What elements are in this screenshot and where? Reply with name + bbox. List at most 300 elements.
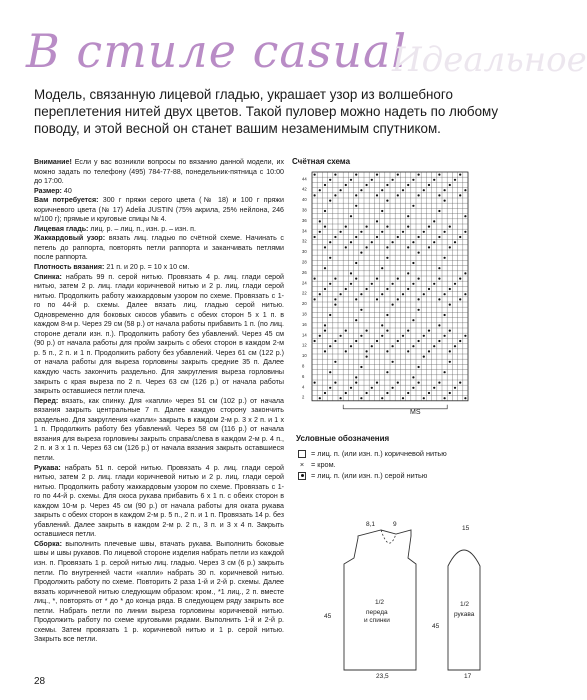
row-number: 32 [302, 238, 307, 244]
chart-dot [412, 387, 414, 389]
chart-dot [350, 387, 352, 389]
row-number: 12 [302, 342, 307, 348]
chart-dot [319, 397, 321, 399]
row-number: 2 [302, 394, 305, 400]
legend-text: = кром. [311, 460, 336, 469]
chart-dot [355, 376, 357, 378]
chart-dot [350, 272, 352, 274]
row-number: 10 [302, 353, 307, 359]
chart-dot [329, 283, 331, 285]
chart-dot [329, 387, 331, 389]
chart-dot [412, 241, 414, 243]
garment-schematic [324, 518, 536, 683]
chart-dot [464, 189, 466, 191]
chart-dot [386, 200, 388, 202]
instruction-paragraph [34, 464, 284, 540]
chart-dot [423, 189, 425, 191]
chart-dot [428, 330, 430, 332]
chart-dot [345, 392, 347, 394]
chart-dot [334, 382, 336, 384]
instruction-paragraph [34, 158, 284, 187]
chart-dot [319, 335, 321, 337]
chart-dot [386, 314, 388, 316]
row-number: 28 [302, 259, 307, 265]
chart-dot [376, 236, 378, 238]
chart-dot [444, 189, 446, 191]
chart-dot [366, 350, 368, 352]
chart-dot [407, 288, 409, 290]
chart-dot [464, 231, 466, 233]
chart-dot [412, 205, 414, 207]
chart-dot [392, 387, 394, 389]
chart-dot [418, 309, 420, 311]
chart-dot [438, 298, 440, 300]
chart-dot [433, 345, 435, 347]
chart-dot [438, 210, 440, 212]
row-number: 24 [302, 280, 307, 286]
dim-6: 17 [464, 673, 472, 680]
chart-dot [407, 226, 409, 228]
chart-dot [360, 366, 362, 368]
chart-dot [360, 335, 362, 337]
chart-dot [355, 174, 357, 176]
row-number: 40 [302, 197, 307, 203]
chart-dot [444, 257, 446, 259]
chart-dot [397, 236, 399, 238]
chart-dot [376, 174, 378, 176]
chart-dot [392, 179, 394, 181]
chart-dot [433, 241, 435, 243]
chart-dot [324, 210, 326, 212]
chart-dot [324, 246, 326, 248]
row-number: 22 [302, 290, 307, 296]
chart-dot [418, 278, 420, 280]
instruction-paragraph [34, 234, 284, 263]
chart-dot [444, 397, 446, 399]
chart-dot [334, 304, 336, 306]
chart-dot [386, 257, 388, 259]
instruction-heading: Внимание! [34, 158, 72, 166]
chart-dot [412, 376, 414, 378]
chart-dot [386, 246, 388, 248]
legend-item [298, 448, 447, 459]
chart-dot [459, 194, 461, 196]
row-number: 18 [302, 311, 307, 317]
chart-dot [397, 174, 399, 176]
chart-dot [350, 345, 352, 347]
instruction-text: 40 [61, 186, 72, 195]
chart-dot [340, 397, 342, 399]
chart-dot [319, 220, 321, 222]
sleeve-piece [448, 550, 480, 670]
ghost-heading: Идеальное [392, 40, 587, 80]
instruction-heading: Спинка: [34, 272, 62, 281]
chart-dot [371, 387, 373, 389]
chart-dot [397, 194, 399, 196]
chart-dot [449, 392, 451, 394]
knitting-chart [300, 170, 530, 413]
chart-dot [438, 278, 440, 280]
chart-dot [397, 382, 399, 384]
chart-dot [324, 226, 326, 228]
row-number: 16 [302, 321, 307, 327]
chart-dot [345, 246, 347, 248]
chart-dot [433, 220, 435, 222]
chart-dot [350, 179, 352, 181]
chart-dot [444, 293, 446, 295]
dot-box-icon [298, 472, 306, 480]
chart-dot [449, 304, 451, 306]
chart-dot [345, 184, 347, 186]
chart-dot [324, 288, 326, 290]
chart-dot [459, 382, 461, 384]
rapport-bracket [343, 405, 447, 409]
chart-dot [397, 340, 399, 342]
chart-dot [412, 283, 414, 285]
row-number: 20 [302, 301, 307, 307]
chart-dot [376, 298, 378, 300]
chart-dot [314, 174, 316, 176]
instruction-heading: Перед: [34, 396, 59, 405]
instruction-heading: Вам потребуется: [34, 196, 99, 205]
chart-dot [402, 397, 404, 399]
row-number: 6 [302, 373, 305, 379]
chart-dot [438, 382, 440, 384]
chart-dot [350, 283, 352, 285]
chart-dot [381, 293, 383, 295]
instruction-heading: Рукава: [34, 463, 61, 472]
chart-dot [366, 392, 368, 394]
instruction-paragraph [34, 225, 284, 235]
front-label-2: переда [366, 609, 388, 616]
chart-dot [314, 194, 316, 196]
chart-dot [386, 350, 388, 352]
chart-dot [444, 371, 446, 373]
chart-dot [433, 179, 435, 181]
chart-dot [329, 241, 331, 243]
page-title: В стиле casual [26, 24, 408, 78]
chart-dot [449, 361, 451, 363]
chart-dot [449, 288, 451, 290]
chart-dot [329, 179, 331, 181]
legend-item [298, 459, 447, 470]
instruction-text: набрать 99 п. серой нитью. Провязать 4 р. лиц. глади серой нитью, затем 2 р. лиц. глади коричневой нитью и 2 р. лиц. глади серой нитью. Продолжить работу жаккардовым узором по схеме. Провязать с 1-го по 44-й р. схемы. Далее вязать лиц. гладью серой нитью. Одновременно для боковых скосов убавить с обеих сторон 5 х 1 п. в каждом 8-м р. Через 29 см (58 р.) от начала работы прибавить 1 п. (по лиц. стороне детали изн. п.). Продолжить работу без убавлений. Через 45 см (90 р.) от начала работы для пройм закрыть с обеих сторон в каждом 2-м р. 5 п., 2 п. и 1 п. Продолжить работу без убавлений. Через 61 см (122 р.) от начала работы для выреза горловины закрыть средние 35 п. Далее каждую часть закончить раздельно. Для закругления выреза горловины закрыть с края выреза по 2 п. Через 63 см (126 р.) от начала работы закрыть оставшиеся петли плеча. [34, 272, 284, 396]
chart-dot [319, 293, 321, 295]
chart-dot [350, 215, 352, 217]
chart-dot [386, 288, 388, 290]
instructions-column [34, 158, 284, 645]
chart-dot [366, 246, 368, 248]
chart-dot [376, 382, 378, 384]
chart-dot [355, 236, 357, 238]
chart-dot [334, 278, 336, 280]
instruction-text: 21 п. и 20 р. = 10 х 10 см. [104, 263, 190, 272]
chart-dot [334, 194, 336, 196]
chart-dot [366, 184, 368, 186]
chart-dot [444, 231, 446, 233]
dim-5: 45 [432, 623, 440, 630]
row-number: 34 [302, 228, 307, 234]
sleeve-label-1: 1/2 [460, 601, 470, 608]
chart-dot [423, 397, 425, 399]
chart-dot [449, 184, 451, 186]
chart-dot [324, 330, 326, 332]
empty-box-icon [298, 450, 306, 458]
instruction-text: набрать 51 п. серой нитью. Провязать 4 р. лиц. глади серой нитью, затем 2 р. лиц. глади коричневой нитью и 2 р. лиц. глади серой нитью. Продолжить работу жаккардовым узором по схеме. Провязать с 1-го по 44-й р. схемы. Для скоса рукава прибавить 6 х 1 п. с обеих сторон в каждом 10-м р. Через 45 см (90 р.) от начала работы для оката рукава закрыть с обеих сторон в каждом 2-м р. 5 п., 2 п. и 1 п. Провязать 14 р. без убавлений. Далее закрыть в каждом 2-м р. 2 п., 3 п. и 3 х 4 п. Закрыть оставшиеся петли. [34, 463, 284, 539]
chart-dot [412, 179, 414, 181]
dim-7: 15 [462, 525, 470, 532]
legend [298, 448, 447, 481]
instruction-heading: Плотность вязания: [34, 263, 105, 272]
chart-dot [407, 392, 409, 394]
chart-dot [444, 335, 446, 337]
chart-dot [428, 226, 430, 228]
chart-dot [438, 194, 440, 196]
chart-dot [360, 189, 362, 191]
chart-dot [319, 189, 321, 191]
chart-dot [334, 298, 336, 300]
instruction-heading: Размер: [34, 186, 62, 195]
chart-dot [355, 262, 357, 264]
chart-dot [314, 236, 316, 238]
chart-dot [355, 298, 357, 300]
chart-dot [454, 241, 456, 243]
chart-dot [355, 319, 357, 321]
chart-dot [381, 267, 383, 269]
front-label-1: 1/2 [375, 599, 385, 606]
chart-dot [366, 226, 368, 228]
row-number: 4 [302, 384, 305, 390]
chart-dot [412, 345, 414, 347]
chart-dot [366, 356, 368, 358]
cross-icon: × [299, 460, 305, 469]
chart-dot [381, 231, 383, 233]
legend-title: Условные обозначения [296, 434, 390, 443]
chart-title: Счётная схема [292, 157, 351, 166]
chart-dot [438, 174, 440, 176]
chart-dot [381, 335, 383, 337]
chart-dot [402, 293, 404, 295]
chart-dot [381, 210, 383, 212]
chart-dot [412, 262, 414, 264]
chart-dot [386, 184, 388, 186]
chart-dot [418, 174, 420, 176]
chart-dot [371, 283, 373, 285]
chart-dot [402, 189, 404, 191]
instruction-heading: Сборка: [34, 539, 62, 548]
chart-dot [334, 361, 336, 363]
chart-dot [433, 283, 435, 285]
chart-dot [334, 236, 336, 238]
chart-dot [459, 340, 461, 342]
chart-dot [376, 220, 378, 222]
chart-dot [418, 252, 420, 254]
instruction-heading: Жаккардовый узор: [34, 234, 106, 243]
chart-dot [386, 226, 388, 228]
chart-dot [360, 397, 362, 399]
chart-dot [324, 324, 326, 326]
chart-dot [407, 272, 409, 274]
chart-dot [449, 350, 451, 352]
chart-dot [355, 194, 357, 196]
chart-dot [428, 246, 430, 248]
chart-dot [423, 356, 425, 358]
lead-paragraph: Модель, связанную лицевой гладью, украшает узор из волшебного переплетения нитей двух цветов. Такой пуловер можно надеть по любому поводу, и этой весной он станет вашим незаменимым спутником. [34, 87, 499, 136]
instruction-paragraph [34, 263, 284, 273]
rapport-label: MS [410, 409, 421, 416]
chart-dot [392, 241, 394, 243]
chart-dot [418, 382, 420, 384]
dim-2: 9 [393, 521, 397, 528]
instruction-paragraph [34, 187, 284, 197]
chart-dot [376, 278, 378, 280]
chart-dot [454, 345, 456, 347]
instruction-heading: Лицевая гладь: [34, 224, 89, 233]
chart-dot [464, 293, 466, 295]
row-number: 30 [302, 249, 307, 255]
instruction-text: лиц. р. – лиц. п., изн. р. – изн. п. [88, 224, 196, 233]
chart-dot [449, 330, 451, 332]
chart-dot [376, 194, 378, 196]
chart-dot [444, 314, 446, 316]
chart-dot [428, 288, 430, 290]
chart-dot [392, 304, 394, 306]
chart-dot [329, 345, 331, 347]
chart-dot [459, 278, 461, 280]
chart-dot [329, 371, 331, 373]
instruction-text: выполнить плечевые швы, втачать рукава. Выполнить боковые швы и швы рукавов. По лицевой стороне изделия набрать петли из каждой изн. п. Провязать 1 р. серой нитью лиц. гладью. Через 3 см (6 р.) закрыть петли. По внутренней части «капли» набрать 30 п. коричневой нитью. Продолжить работу по схеме. Повторить 2 раза 1-й и 2-й р. схемы. Далее вязать коричневой нитью следующим образом: кром., *1 лиц., 2 п. вместе лиц., *, повторять от * до * до конца ряда. В следующем ряду закрыть все петли. Набрать петли по линии выреза горловины коричневой нитью. Продолжить работу по схеме круговыми рядами. Выполнить 1-й и 2-й р. схемы. Затем провязать 1 р. коричневой нитью и 1 р. серой нитью. Закрыть все петли. [34, 539, 284, 644]
chart-dot [324, 267, 326, 269]
chart-dot [392, 361, 394, 363]
front-label-3: и спинки [364, 617, 390, 624]
instruction-paragraph [34, 540, 284, 645]
chart-dot [433, 387, 435, 389]
dim-1: 8,1 [366, 521, 376, 528]
row-number: 44 [302, 176, 307, 182]
chart-dot [355, 340, 357, 342]
chart-dot [376, 340, 378, 342]
chart-dot [438, 236, 440, 238]
chart-dot [459, 236, 461, 238]
chart-dot [459, 298, 461, 300]
chart-dot [428, 184, 430, 186]
chart-dot [407, 246, 409, 248]
instruction-paragraph [34, 397, 284, 464]
row-number: 8 [302, 363, 305, 369]
dim-4: 23,5 [376, 673, 389, 680]
legend-item [298, 470, 447, 481]
chart-dot [345, 226, 347, 228]
legend-text: = лиц. п. (или изн. п.) коричневой нитью [311, 449, 447, 458]
chart-dot [423, 293, 425, 295]
chart-dot [428, 392, 430, 394]
chart-dot [464, 272, 466, 274]
chart-dot [371, 179, 373, 181]
chart-dot [329, 314, 331, 316]
chart-dot [360, 309, 362, 311]
chart-dot [314, 340, 316, 342]
chart-dot [418, 366, 420, 368]
chart-dot [407, 215, 409, 217]
instruction-text: Если у вас возникли вопросы по вязанию данной модели, их можно задать по телефону (495) 784-77-88, понедельник-пятница с 10:00 до 17:00. [34, 158, 284, 186]
chart-dot [454, 387, 456, 389]
instruction-text: вязать, как спинку. Для «капли» через 51 см (102 р.) от начала вязания закрыть центральные 7 п. Далее каждую сторону закончить раздельно. Для закругления «капли» закрыть в каждом 2-м р. 3 х 2 п. и 1 х 1 п. Продолжить работу без убавлений. Через 58 см (116 р.) от начала вязания для выреза горловины закрыть справа/слева в каждом 2-м р. 4 п., 2 п. и 3 х 1 п. Через 63 см (126 р.) от начала вязания закрыть оставшиеся петли. [34, 396, 284, 462]
chart-dot [407, 350, 409, 352]
chart-dot [418, 298, 420, 300]
chart-dot [340, 189, 342, 191]
chart-dot [418, 340, 420, 342]
chart-dot [314, 278, 316, 280]
row-number: 14 [302, 332, 307, 338]
chart-dot [423, 335, 425, 337]
chart-dot [381, 397, 383, 399]
chart-dot [355, 382, 357, 384]
chart-dot [407, 184, 409, 186]
chart-dot [355, 205, 357, 207]
chart-dot [319, 231, 321, 233]
page-number: 28 [34, 676, 46, 687]
chart-dot [366, 330, 368, 332]
chart-dot [340, 335, 342, 337]
dim-3: 45 [324, 613, 332, 620]
chart-dot [412, 319, 414, 321]
instruction-text: 300 г пряжи серого цвета (№ 18) и 100 г пряжи коричневого цвета (№ 17) Adelia JUSTIN (75% акрила, 25% нейлона, 246 м/100 г); прямые и круговые спицы № 4. [34, 196, 284, 224]
chart-dot [423, 231, 425, 233]
chart-dot [444, 200, 446, 202]
chart-dot [438, 324, 440, 326]
chart-dot [449, 246, 451, 248]
sleeve-label-2: рукава [454, 611, 475, 618]
chart-dot [329, 200, 331, 202]
chart-dot [428, 350, 430, 352]
chart-dot [324, 392, 326, 394]
chart-dot [397, 298, 399, 300]
chart-dot [464, 215, 466, 217]
chart-dot [459, 174, 461, 176]
row-number: 42 [302, 186, 307, 192]
chart-dot [345, 330, 347, 332]
instruction-text: вязать лиц. гладью по счётной схеме. Начинать с петель до раппорта, повторять петли раппорта и заканчивать петлями после раппорта. [34, 234, 284, 262]
chart-dot [334, 174, 336, 176]
chart-dot [402, 231, 404, 233]
chart-dot [381, 324, 383, 326]
chart-dot [366, 288, 368, 290]
chart-dot [360, 252, 362, 254]
chart-dot [381, 189, 383, 191]
chart-dot [464, 397, 466, 399]
chart-dot [418, 236, 420, 238]
chart-dot [340, 231, 342, 233]
legend-text: = лиц. п. (или изн. п.) серой нитью [311, 471, 428, 480]
chart-dot [454, 283, 456, 285]
chart-dot [386, 392, 388, 394]
chart-dot [334, 340, 336, 342]
chart-dot [392, 345, 394, 347]
chart-dot [438, 340, 440, 342]
chart-dot [360, 231, 362, 233]
row-number: 36 [302, 217, 307, 223]
row-number: 26 [302, 269, 307, 275]
chart-dot [360, 293, 362, 295]
chart-dot [392, 283, 394, 285]
chart-dot [355, 278, 357, 280]
row-number: 38 [302, 207, 307, 213]
chart-dot [340, 293, 342, 295]
instruction-paragraph [34, 273, 284, 397]
chart-dot [464, 335, 466, 337]
chart-dot [324, 184, 326, 186]
chart-dot [345, 350, 347, 352]
